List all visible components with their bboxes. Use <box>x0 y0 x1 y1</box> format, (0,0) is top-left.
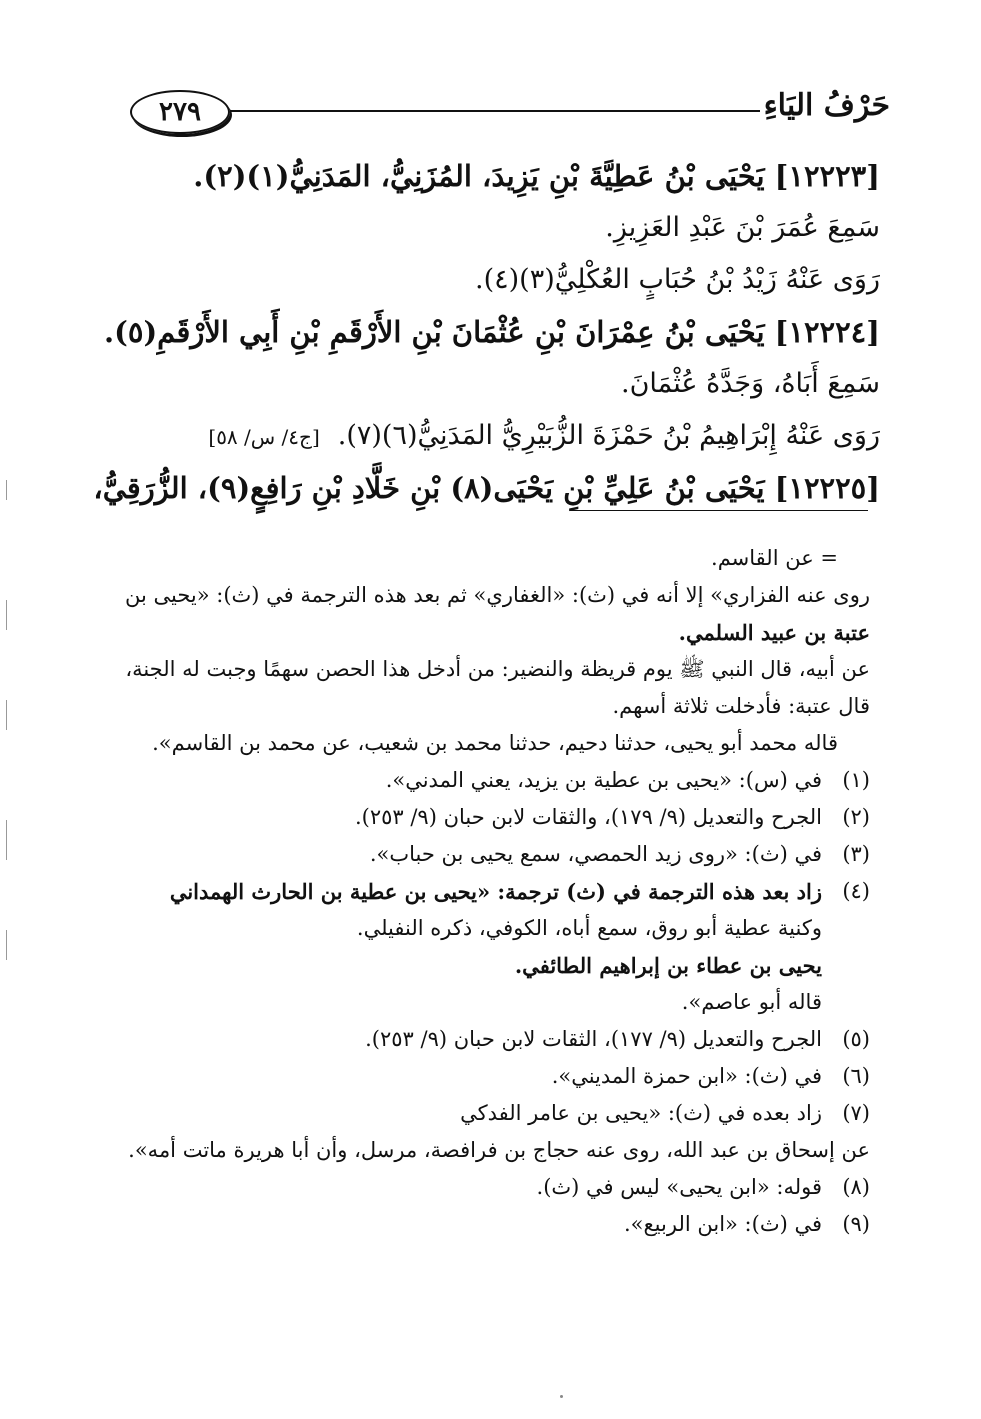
footnote-3: (٣) في (ث): «روى زيد الحمصي، سمع يحيى بن حباب». <box>369 842 870 866</box>
margin-mark <box>6 480 7 500</box>
footnote-4-cont: يحيى بن عطاء بن إبراهيم الطائفي. <box>514 953 822 978</box>
footnote-7-cont: عن إسحاق بن عبد الله، روى عنه حجاج بن فرافصة، مرسل، وأن أبا هريرة ماتت أمه». <box>128 1138 870 1162</box>
header-rule <box>230 110 760 112</box>
manuscript-ref: [ج٤/ س/ ٥٨] <box>208 425 320 449</box>
entry-line: رَوَى عَنْهُ زَيْدُ بْنُ حُبَابٍ العُكْلِيُّ(٣)(٤). <box>474 264 880 295</box>
note-line: قال عتبة: فأدخلت ثلاثة أسهم. <box>612 694 870 718</box>
entry-line: رَوَى عَنْهُ إِبْرَاهِيمُ بْنُ حَمْزَةَ الزُّبَيْرِيُّ المَدَنِيُّ(٦)(٧).[ج٤/ س/ ٥٨] <box>208 420 880 451</box>
note-line: عن أبيه، قال النبي ﷺ يوم قريظة والنضير: من أدخل هذا الحصن سهمًا وجبت له الجنة، <box>125 657 870 681</box>
entry-line: سَمِعَ أَبَاهُ، وَجَدَّهُ عُثْمَانَ. <box>620 368 880 399</box>
note-line: روى عنه الفزاري» إلا أنه في (ث): «الغفاري» ثم بعد هذه الترجمة في (ث): «يحيى بن <box>124 583 870 607</box>
footnote-4-cont: قاله أبو عاصم». <box>681 990 822 1014</box>
entry-line: [١٢٢٢٥] يَحْيَى بْنُ عَلِيِّ بْنِ يَحْيَى(٨) بْنِ خَلَّادِ بْنِ رَافِعٍ(٩)، الزُّرَقِيُّ، <box>93 471 880 505</box>
main-text <box>93 150 880 514</box>
entry-line: سَمِعَ عُمَرَ بْنَ عَبْدِ العَزِيزِ. <box>605 212 880 243</box>
footnote-4-cont: وكنية عطية أبو روق، سمع أباه، الكوفي، ذكره النفيلي. <box>356 916 822 940</box>
entry-line: [١٢٢٢٤] يَحْيَى بْنُ عِمْرَانَ بْنِ عُثْمَانَ بْنِ الأَرْقَمِ بْنِ أَبِي الأَرْقَمِ(٥). <box>104 315 880 349</box>
running-head: حَرْفُ اليَاءِ <box>763 88 890 123</box>
scan-dot <box>560 1395 563 1398</box>
footnote-7: (٧) زاد بعده في (ث): «يحيى بن عامر الفدكي <box>460 1101 870 1125</box>
footnote-separator <box>570 510 868 511</box>
note-line: قاله محمد أبو يحيى، حدثنا دحيم، حدثنا محمد بن شعيب، عن محمد بن القاسم». <box>152 731 838 755</box>
footnote-2: (٢) الجرح والتعديل (٩/ ١٧٩)، والثقات لابن حبان (٩/ ٢٥٣). <box>354 805 870 829</box>
footnote-6: (٦) في (ث): «ابن حمزة المديني». <box>551 1064 870 1088</box>
page-header <box>130 86 890 146</box>
page-number: ٢٧٩ <box>130 90 230 134</box>
note-line: = عن القاسم. <box>711 546 838 570</box>
footnote-5: (٥) الجرح والتعديل (٩/ ١٧٧)، الثقات لابن حبان (٩/ ٢٥٣). <box>365 1027 870 1051</box>
footnote-1: (١) في (س): «يحيى بن عطية بن يزيد، يعني المدني». <box>385 768 870 792</box>
footnote-9: (٩) في (ث): «ابن الربيع». <box>623 1212 870 1236</box>
note-line: عتبة بن عبيد السلمي. <box>678 620 870 645</box>
footnote-8: (٨) قوله: «ابن يحيى» ليس في (ث). <box>536 1175 870 1199</box>
margin-mark <box>6 600 7 630</box>
margin-mark <box>6 930 7 960</box>
margin-mark <box>6 700 7 730</box>
entry-line: [١٢٢٢٣] يَحْيَى بْنُ عَطِيَّةَ بْنِ يَزِيدَ، المُزَنِيُّ، المَدَنِيُّ(١)(٢). <box>193 159 880 193</box>
footnote-4: (٤) زاد بعد هذه الترجمة في (ث) ترجمة: «يحيى بن عطية بن الحارث الهمداني <box>169 879 870 904</box>
margin-mark <box>6 820 7 860</box>
footnotes <box>120 540 870 1243</box>
